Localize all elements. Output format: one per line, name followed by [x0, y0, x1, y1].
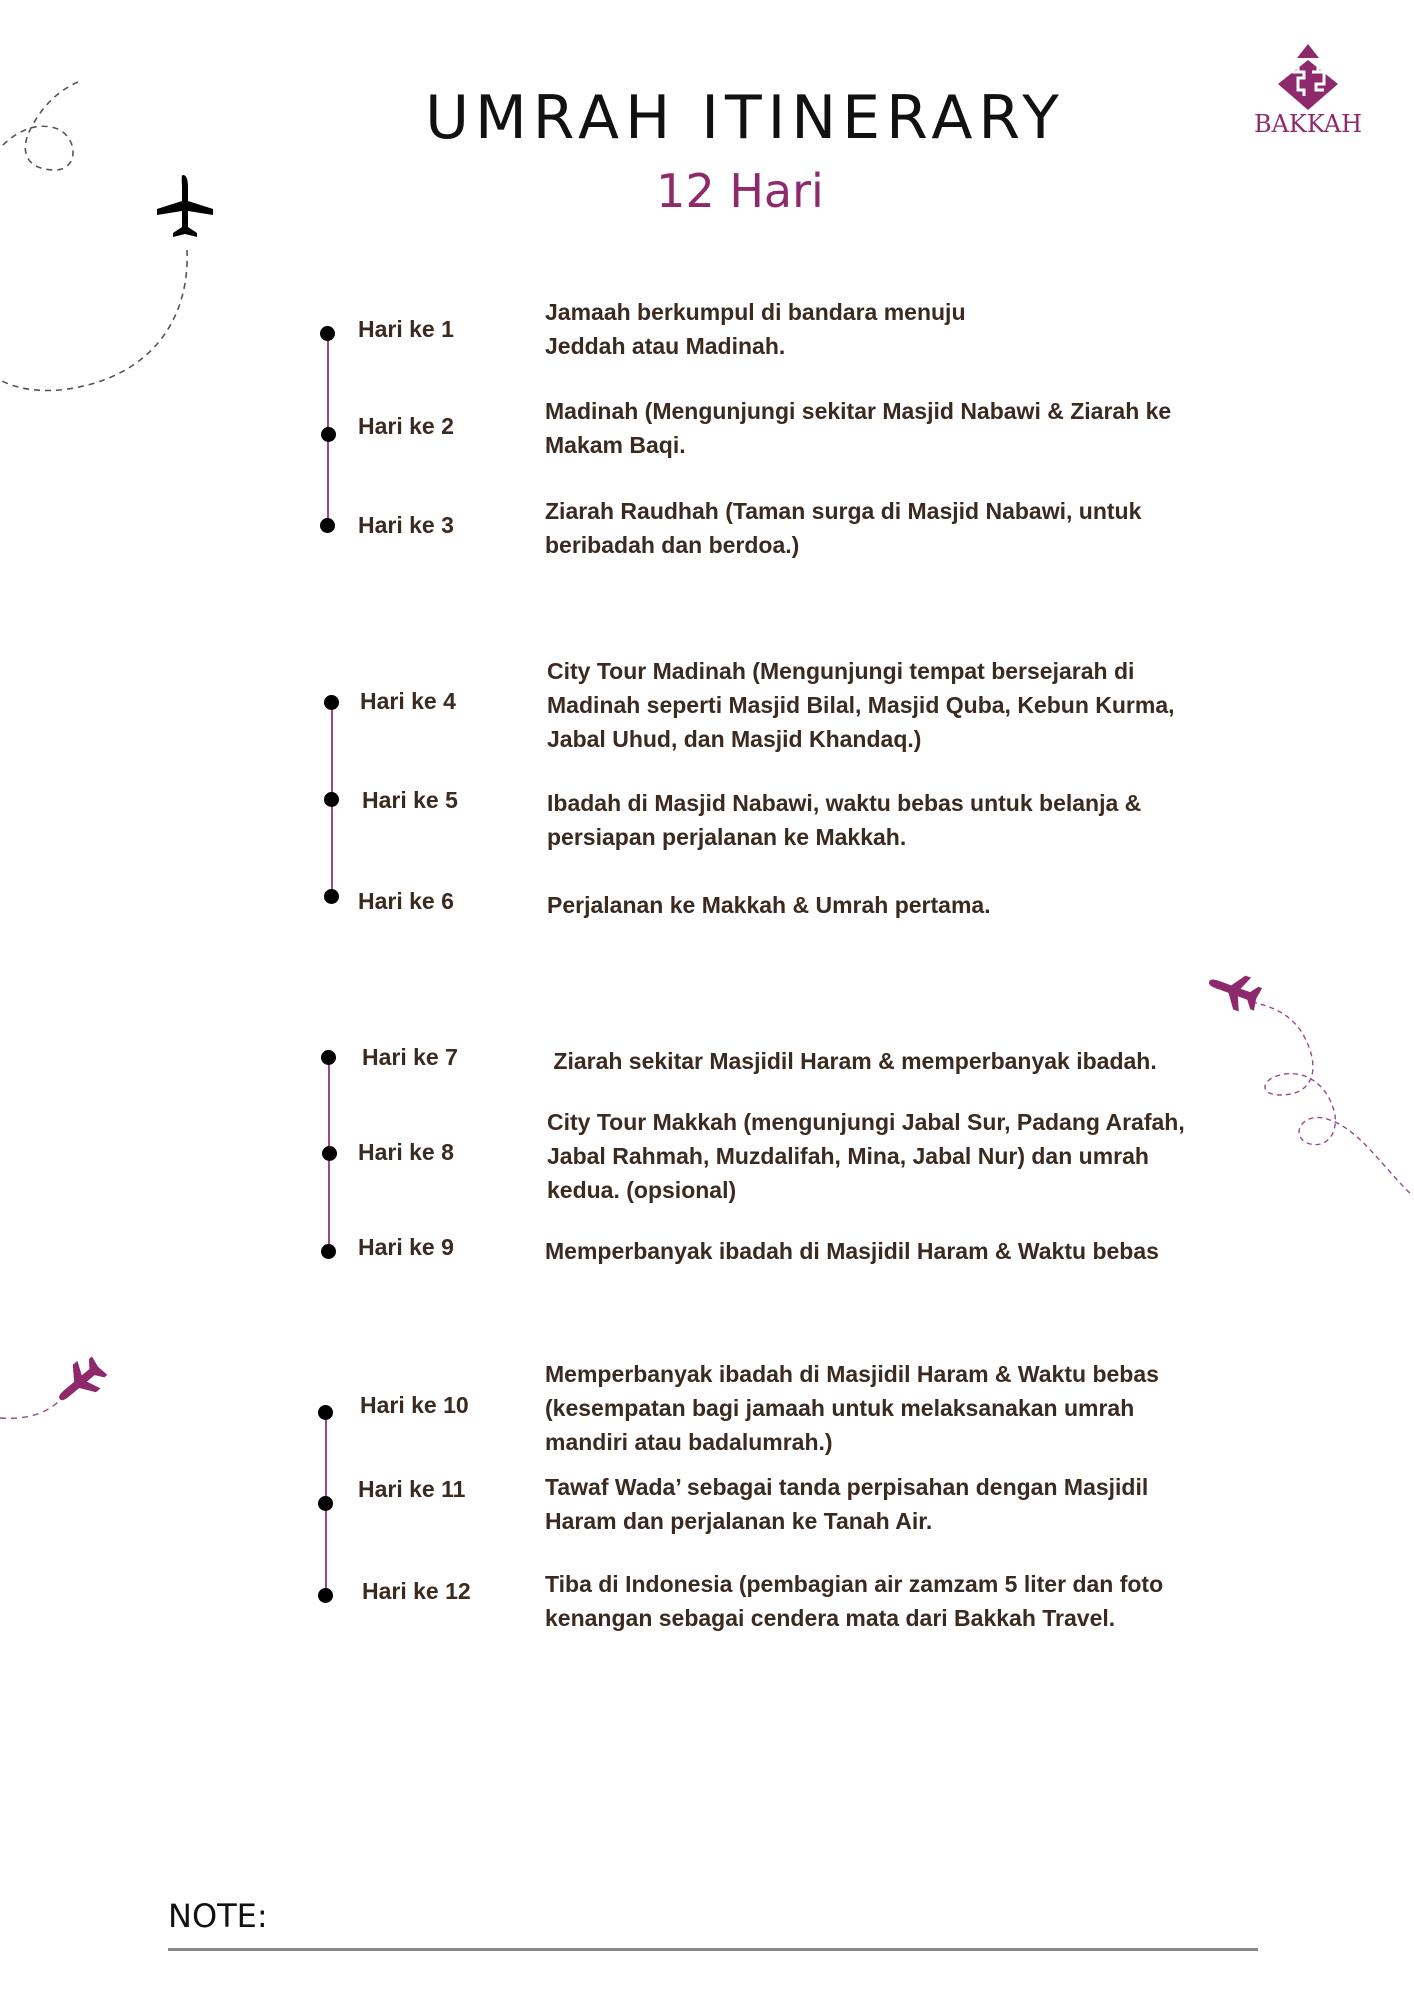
note-divider: [168, 1948, 1258, 1951]
desc-line: Jamaah berkumpul di bandara menuju: [545, 299, 966, 325]
desc-line: City Tour Madinah (Mengunjungi tempat bersejarah di: [547, 658, 1135, 684]
day-description: [545, 1357, 1225, 1459]
timeline-dot: [321, 427, 336, 442]
day-description: [547, 786, 1227, 854]
desc-line: kenangan sebagai cendera mata dari Bakkah Travel.: [545, 1605, 1116, 1631]
timeline-dot: [320, 326, 335, 341]
desc-line: Jabal Uhud, dan Masjid Khandaq.): [547, 726, 922, 752]
page-subtitle: 12 Hari: [656, 164, 824, 218]
day-label: Hari ke 4: [360, 688, 456, 714]
desc-line: Jabal Rahmah, Muzdalifah, Mina, Jabal Nur) dan umrah: [547, 1143, 1149, 1169]
airplane-icon: [52, 1358, 107, 1408]
timeline-dot: [318, 1405, 333, 1420]
day-label: Hari ke 8: [358, 1139, 454, 1165]
desc-line: Ziarah Raudhah (Taman surga di Masjid Nabawi, untuk: [545, 498, 1142, 524]
bakkah-logo: [1248, 42, 1368, 142]
desc-line: Madinah (Mengunjungi sekitar Masjid Nabawi & Ziarah ke: [545, 398, 1172, 424]
day-description: [547, 888, 1227, 922]
desc-line: Memperbanyak ibadah di Masjidil Haram & Waktu bebas: [545, 1361, 1159, 1387]
timeline-dot: [324, 889, 339, 904]
day-description: [547, 1105, 1227, 1207]
day-label: Hari ke 5: [362, 787, 458, 813]
desc-line: Jeddah atau Madinah.: [545, 333, 786, 359]
day-description: [545, 295, 1225, 363]
desc-line: Madinah seperti Masjid Bilal, Masjid Quba, Kebun Kurma,: [547, 692, 1175, 718]
desc-line: mandiri atau badalumrah.): [545, 1429, 833, 1455]
desc-line: Haram dan perjalanan ke Tanah Air.: [545, 1508, 933, 1534]
note-label: NOTE:: [168, 1897, 268, 1935]
page-title: UMRAH ITINERARY: [425, 83, 1065, 153]
airplane-icon: [1205, 970, 1260, 1015]
timeline-dot: [324, 792, 339, 807]
logo-text: BAKKAH: [1253, 110, 1363, 138]
timeline-dot: [322, 1146, 337, 1161]
day-description: [545, 494, 1225, 562]
day-label: Hari ke 11: [358, 1476, 466, 1502]
day-description: [545, 1234, 1225, 1268]
desc-line: Memperbanyak ibadah di Masjidil Haram & Waktu bebas: [545, 1238, 1159, 1264]
desc-line: persiapan perjalanan ke Makkah.: [547, 824, 907, 850]
desc-line: City Tour Makkah (mengunjungi Jabal Sur, Padang Arafah,: [547, 1109, 1185, 1135]
timeline-dot: [318, 1496, 333, 1511]
timeline-dot: [321, 1244, 336, 1259]
timeline-dot: [320, 518, 335, 533]
desc-line: Tawaf Wada’ sebagai tanda perpisahan dengan Masjidil: [545, 1474, 1149, 1500]
desc-line: Perjalanan ke Makkah & Umrah pertama.: [547, 892, 991, 918]
desc-line: (kesempatan bagi jamaah untuk melaksanakan umrah: [545, 1395, 1135, 1421]
day-description: [545, 394, 1225, 462]
timeline-dot: [321, 1050, 336, 1065]
day-label: Hari ke 9: [358, 1234, 454, 1260]
desc-line: Ziarah sekitar Masjidil Haram & memperbanyak ibadah.: [547, 1048, 1157, 1074]
day-label: Hari ke 10: [360, 1392, 469, 1418]
day-label: Hari ke 2: [358, 413, 454, 439]
desc-line: beribadah dan berdoa.): [545, 532, 800, 558]
timeline-dot: [324, 695, 339, 710]
bakkah-logo-icon: [1248, 42, 1368, 112]
day-label: Hari ke 1: [358, 316, 454, 342]
timeline-dot: [318, 1588, 333, 1603]
day-label: Hari ke 7: [362, 1044, 458, 1070]
desc-line: Makam Baqi.: [545, 432, 686, 458]
day-description: [547, 1044, 1227, 1078]
day-description: [547, 654, 1227, 756]
day-label: Hari ke 6: [358, 888, 454, 914]
day-description: [545, 1567, 1225, 1635]
desc-line: Tiba di Indonesia (pembagian air zamzam 5 liter dan foto: [545, 1571, 1164, 1597]
day-description: [545, 1470, 1225, 1538]
airplane-icon: [155, 175, 215, 245]
desc-line: Ibadah di Masjid Nabawi, waktu bebas untuk belanja &: [547, 790, 1142, 816]
day-label: Hari ke 12: [362, 1578, 471, 1604]
day-label: Hari ke 3: [358, 512, 454, 538]
desc-line: kedua. (opsional): [547, 1177, 737, 1203]
